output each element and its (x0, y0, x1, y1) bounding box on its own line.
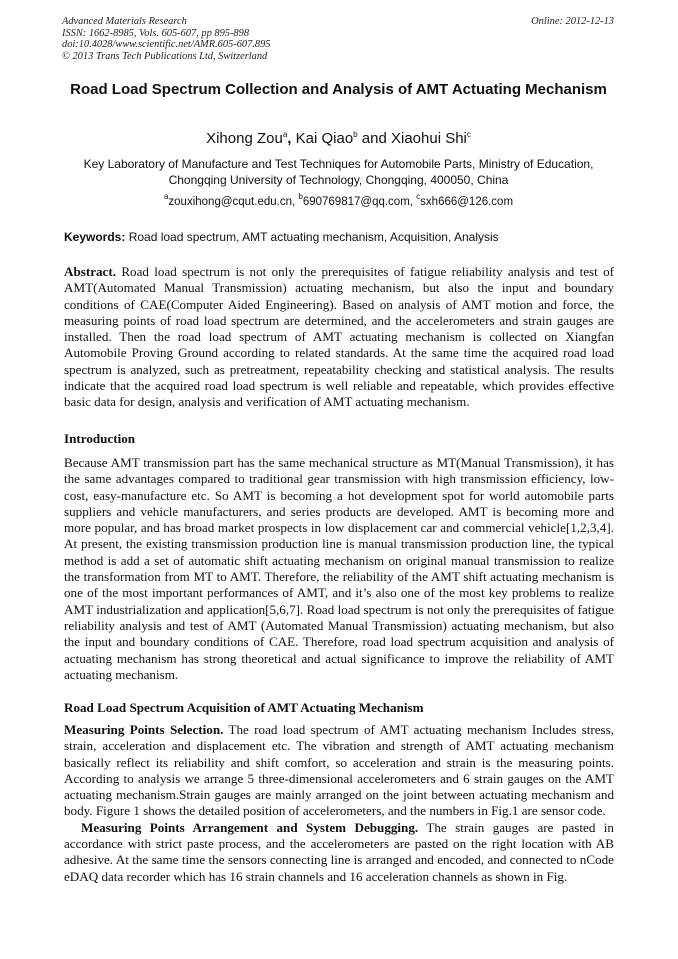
author-separator: and (357, 130, 391, 147)
doi-line: doi:10.4028/www.scientific.net/AMR.605-607.895 (62, 39, 271, 51)
paragraph-text: The road load spectrum of AMT actuating mechanism Includes stress, strain, acceleration and displacement etc. The vibration and strength of AMT actuating mechanism basically reflect its reliability and shift comfort, so acceleration and strain is the measuring points. According to analysis we arrange 5 three-dimensional accelerometers and 6 strain gauges on the AMT actuating mechanism.Strain gauges are mainly arranged on the joint between actuating mechanism and body. Figure 1 shows the detailed position of accelerometers, and the numbers in Fig.1 are sensor code. (64, 722, 614, 819)
email-address: zouxihong@cqut.edu.cn, (168, 196, 299, 208)
author-separator: , (287, 130, 296, 147)
author-name: Kai Qiao (295, 130, 354, 147)
subsection-label: Measuring Points Arrangement and System Debugging. (81, 819, 419, 835)
author-list (62, 130, 615, 148)
section-heading-acquisition: Road Load Spectrum Acquisition of AMT Actuating Mechanism (64, 700, 424, 715)
subsection-label: Measuring Points Selection. (64, 722, 224, 737)
author-emails (62, 192, 615, 210)
abstract-text: Road load spectrum is not only the prerequisites of fatigue reliability analysis and test of AMT(Automated Manual Transmission) actuating mechanism, but also the input and boundary conditions of CAE(Computer Aided Engineering). Based on analysis of AMT motion and force, the measuring points of road load spectrum are determined, and the accelerometers and strain gauges are installed. Then the road load spectrum of AMT actuating mechanism is collected on Xiangfan Automobile Proving Ground according to related standards. At the same time the acquired road load spectrum is analyzed, such as pretreatment, repeatability checking and statistical analysis. The results indicate that the acquired road load spectrum is well reliable and repeatable, which provides effective basic data for design, analysis and verification of AMT actuating mechanism. (64, 264, 614, 410)
abstract (64, 264, 614, 411)
acquisition-body (64, 722, 614, 885)
author-sup: c (466, 130, 471, 139)
affiliation (62, 156, 615, 188)
email-address: 690769817@qq.com, (302, 196, 417, 208)
email-sup: a (163, 192, 169, 201)
keywords-label: Keywords: (64, 230, 126, 244)
issn-line: ISSN: 1662-8985, Vols. 605-607, pp 895-898 (62, 27, 250, 39)
affiliation-line: Key Laboratory of Manufacture and Test Techniques for Automobile Parts, Ministry of Education, (83, 157, 594, 171)
author-sup: b (353, 130, 358, 139)
email-sup: c (416, 192, 421, 201)
paragraph: Because AMT transmission part has the same mechanical structure as MT(Manual Transmission), it has the same advantages compared to traditional gear transmission with high transmission efficiency, low-cost, easy-manufacture etc. So AMT is becoming a hot development spot for world automobile parts suppliers and vehicle manufacturers, and series products are developed. AMT is becoming more and more popular, and has broad market prospects in low displacement car and commercial vehicle[1,2,3,4]. At present, the existing transmission production line is manual transmission production line, the typical method is add a set of automatic shift actuating mechanism on original manual transmission to realize the transformation from MT to AMT. Therefore, the reliability of the AMT shift actuating mechanism is one of the most important performances of AMT, and it’s also one of the most key problems to realize AMT industrialization and application[5,6,7]. Road load spectrum is not only the prerequisites of fatigue reliability analysis and test of AMT (Automated Manual Transmission) actuating mechanism, but also the input and boundary conditions of CAE. Therefore, road load spectrum acquisition and analysis of actuating mechanism has strong theoretical and actual significance to improve the reliability of AMT actuating mechanism. (64, 455, 614, 682)
author-name: Xihong Zou (206, 130, 283, 147)
journal-header (62, 16, 614, 62)
abstract-label: Abstract. (64, 264, 116, 279)
section-heading-introduction: Introduction (64, 431, 136, 446)
author-sup: a (282, 130, 288, 139)
email-address: sxh666@126.com (420, 196, 514, 208)
paragraph-text: The strain gauges are pasted in accordance with strict paste process, and the accelerometers are pasted on the right location with AB adhesive. At the same time the sensors connecting line is arranged and encoded, and connected to nCode eDAQ data recorder which has 16 strain channels and 16 acceleration channels as shown in Fig. (64, 819, 614, 884)
paragraph (64, 820, 614, 885)
copyright-line: © 2013 Trans Tech Publications Ltd, Switzerland (62, 50, 268, 62)
journal-name: Advanced Materials Research (62, 16, 187, 27)
paper-title: Road Load Spectrum Collection and Analysis of AMT Actuating Mechanism (70, 81, 607, 98)
online-date: Online: 2012-12-13 (531, 16, 614, 27)
introduction-body (64, 455, 614, 683)
paragraph (64, 722, 614, 820)
email-sup: b (298, 192, 303, 201)
keywords-text: Road load spectrum, AMT actuating mechanism, Acquisition, Analysis (125, 230, 499, 244)
keywords (64, 230, 615, 245)
affiliation-line: Chongqing University of Technology, Chongqing, 400050, China (168, 173, 509, 187)
author-name: Xiaohui Shi (391, 130, 467, 147)
